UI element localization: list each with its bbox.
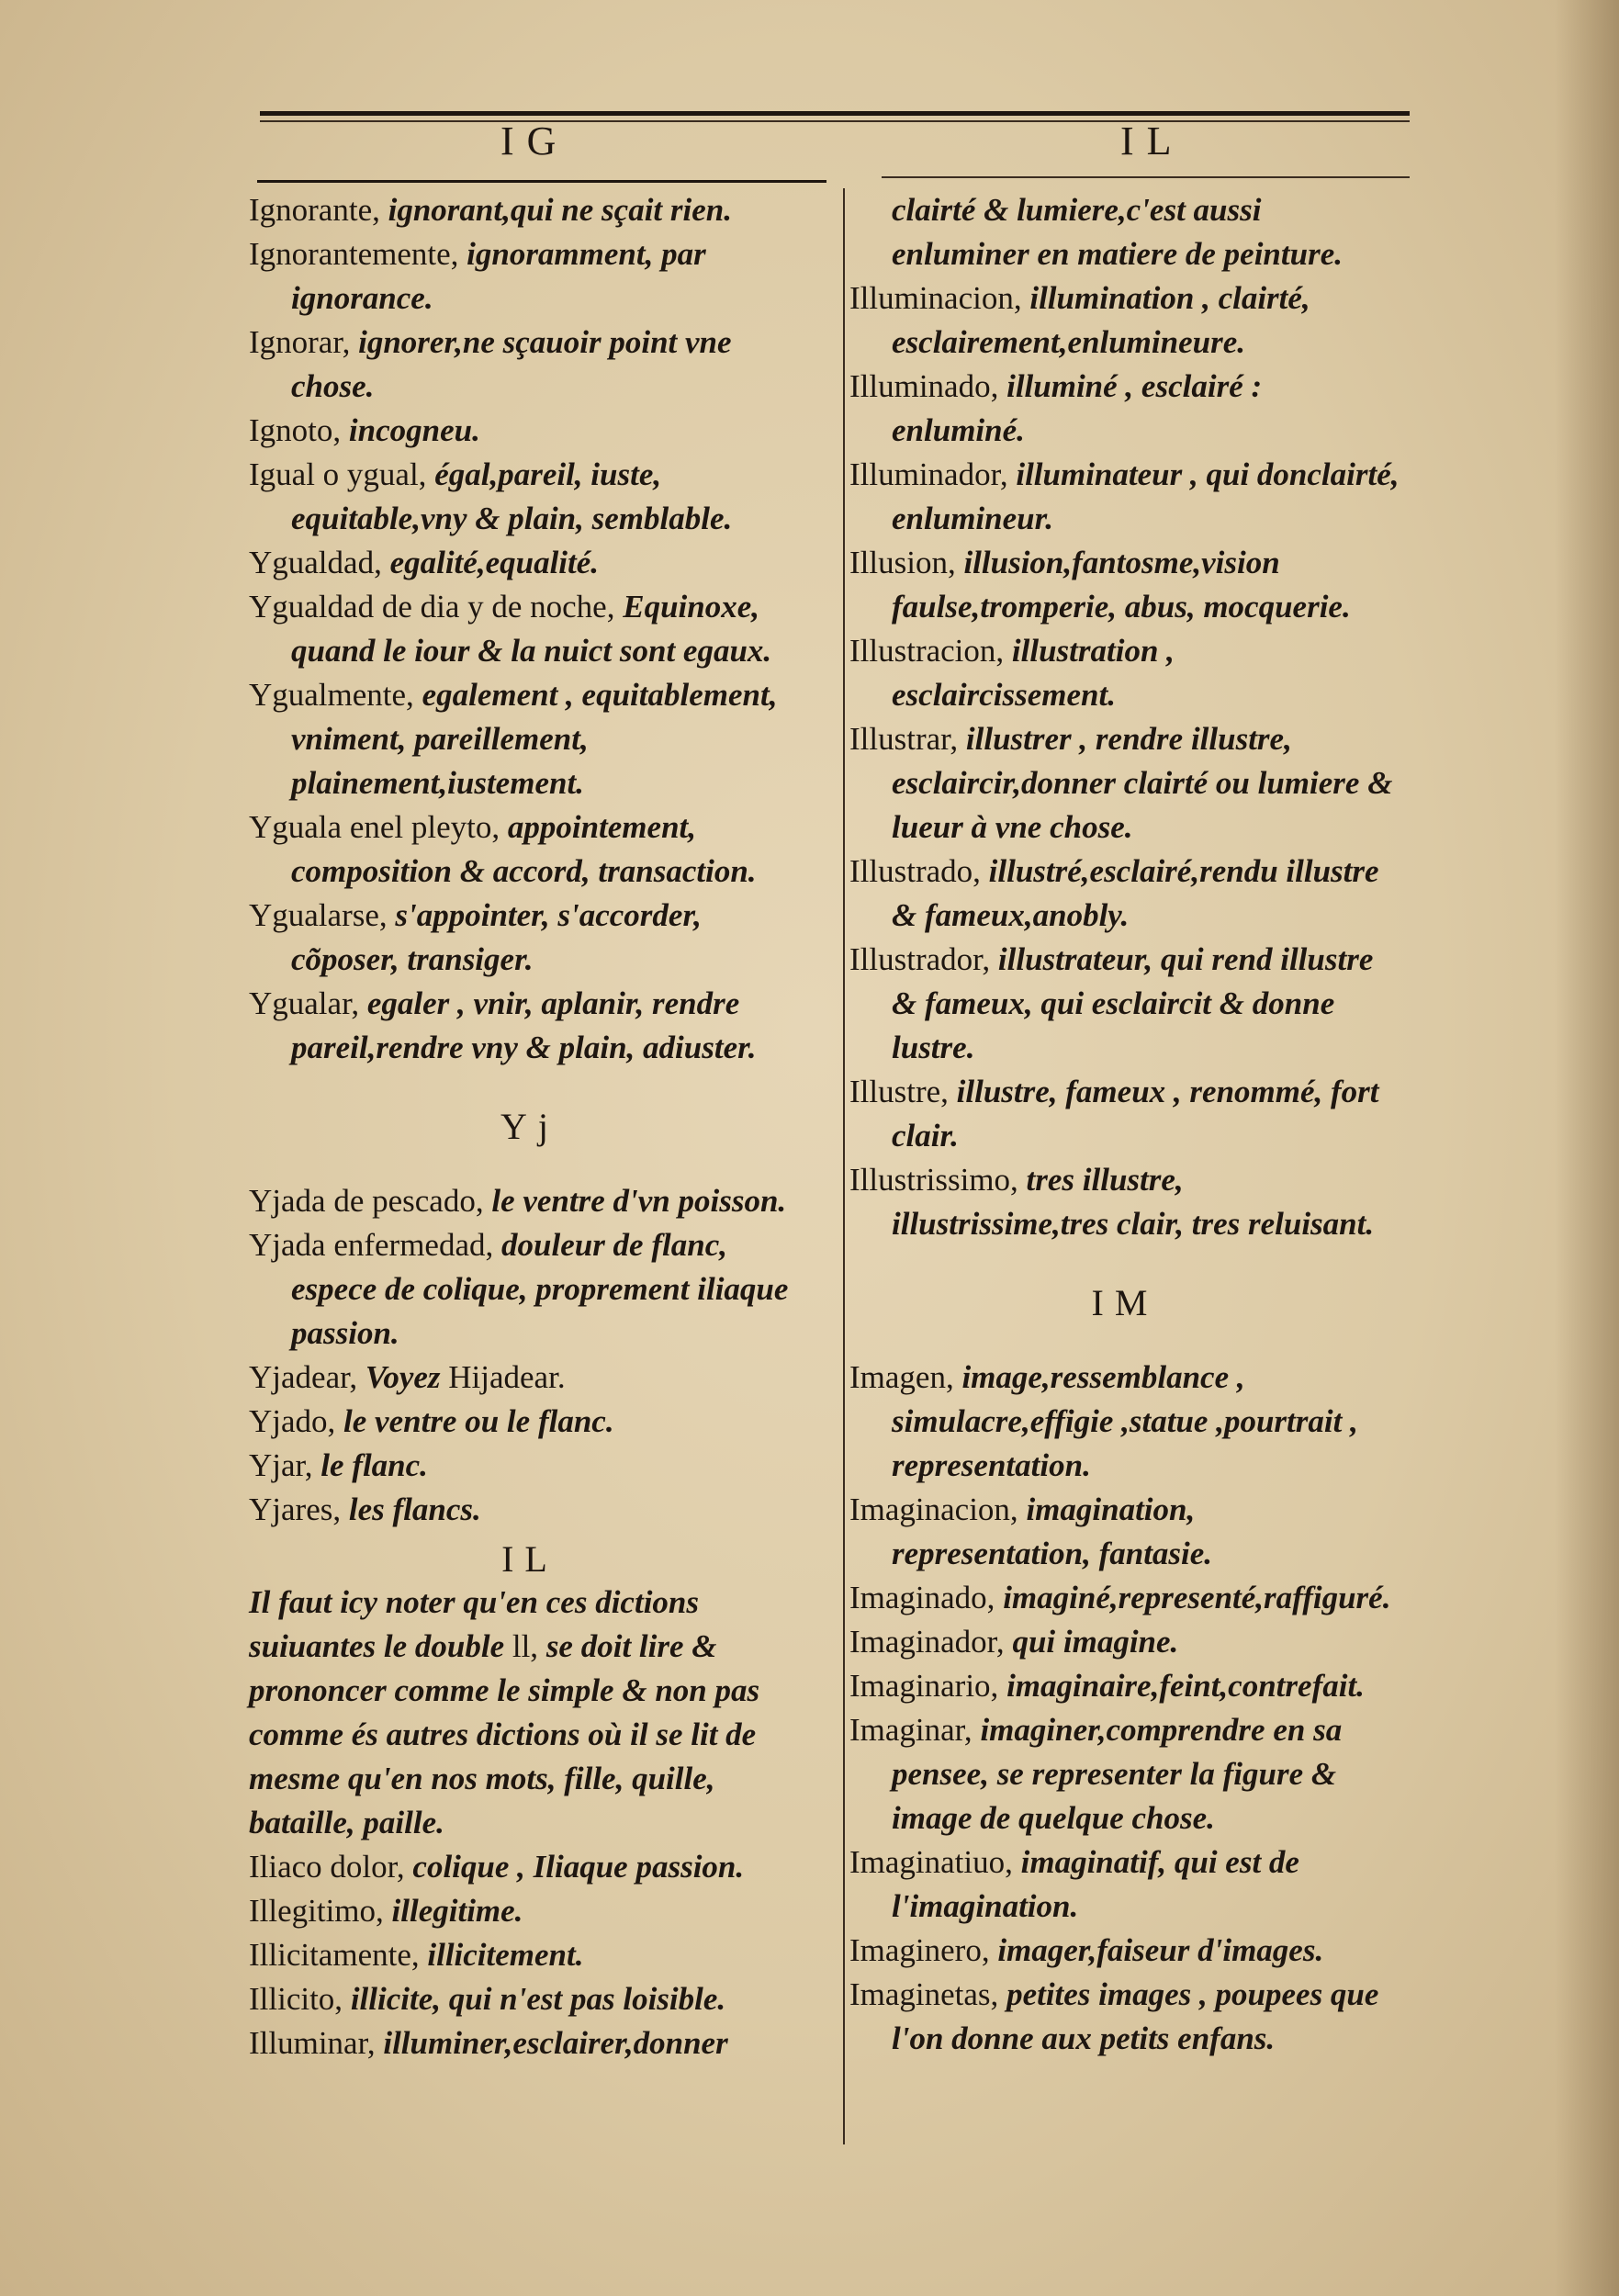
definition: incogneu. [348, 412, 480, 448]
header-underline-left [257, 180, 826, 183]
headword: Imaginacion, [849, 1491, 1018, 1527]
definition: les flancs. [348, 1491, 481, 1527]
entry-list [849, 1356, 1400, 2061]
headword: Imaginetas, [849, 1976, 999, 2012]
dictionary-entry [849, 717, 1400, 850]
entry-list [249, 1845, 811, 2065]
headword: Ignorante, [249, 192, 380, 228]
headword: Illicitamente, [249, 1937, 420, 1973]
definition: ignoramment, par ignorance. [291, 236, 706, 316]
definition: imagination, representation, fantasie. [892, 1491, 1213, 1571]
definition: Equinoxe, quand le iour & la nuict sont egaux. [291, 589, 772, 669]
entry-list [249, 188, 811, 1070]
definition: douleur de flanc, espece de colique, proprement iliaque passion. [291, 1227, 789, 1351]
dictionary-entry [249, 1488, 811, 1532]
note-double-l: ll, [512, 1628, 539, 1664]
headword: Yjadear, [249, 1359, 358, 1395]
headword: Imaginador, [849, 1624, 1005, 1660]
column-divider [843, 188, 845, 2144]
header-underline-right [882, 176, 1410, 178]
headword: Yjar, [249, 1447, 313, 1483]
headword: Illuminado, [849, 368, 999, 404]
dictionary-entry [249, 805, 811, 894]
dictionary-entry [249, 1223, 811, 1356]
headword: Illustre, [849, 1074, 949, 1109]
headword: Illuminador, [849, 456, 1008, 492]
dictionary-entry [849, 1664, 1400, 1708]
dictionary-entry [249, 232, 811, 321]
running-head-right: IL [1120, 118, 1185, 163]
dictionary-entry [249, 321, 811, 409]
headword: Yjada enfermedad, [249, 1227, 494, 1263]
headword: Yjares, [249, 1491, 342, 1527]
dictionary-entry [249, 188, 811, 232]
headword: Ygualarse, [249, 897, 388, 933]
definition: ignorer,ne sçauoir point vne chose. [291, 324, 732, 404]
running-head-left: IG [500, 118, 569, 163]
headword: Illustrar, [849, 721, 959, 757]
headword: Ignoto, [249, 412, 342, 448]
definition: illegitime. [391, 1893, 523, 1929]
header-rule-thin [260, 120, 1410, 122]
definition: le ventre ou le flanc. [343, 1403, 614, 1439]
headword: Imaginatiuo, [849, 1844, 1013, 1880]
definition: illuminateur , qui donclairté, enlumineur. [892, 456, 1400, 536]
entry-continuation: clairté & lumiere,c'est aussi enluminer en matiere de peinture. [892, 192, 1343, 272]
definition: imaginaire,feint,contrefait. [1006, 1668, 1365, 1704]
dictionary-entry [849, 1620, 1400, 1664]
dictionary-entry [849, 1708, 1400, 1840]
dictionary-entry [249, 585, 811, 673]
dictionary-entry [849, 850, 1400, 938]
definition: le ventre d'vn poisson. [491, 1183, 787, 1219]
dictionary-entry [249, 982, 811, 1070]
dictionary-entry [849, 1356, 1400, 1488]
dictionary-entry [249, 541, 811, 585]
dictionary-entry [849, 1840, 1400, 1929]
headword: Illicito, [249, 1981, 343, 2017]
headword: Igual o ygual, [249, 456, 427, 492]
dictionary-entry [849, 541, 1400, 629]
dictionary-entry [249, 1889, 811, 1933]
section-heading-yj: Yj [500, 1106, 559, 1147]
left-column [249, 188, 811, 2065]
dictionary-entry [249, 673, 811, 805]
definition: tres illustre, illustrissime,tres clair, tres reluisant. [892, 1162, 1375, 1242]
dictionary-entry [849, 276, 1400, 365]
note-text: se doit lire & prononcer comme le simple & non pas comme és autres dictions où il se lit de mesme qu'en nos mots, fille, quille, bataille, paille. [249, 1628, 760, 1840]
headword: Ygualdad, [249, 545, 382, 580]
headword: Ignorantemente, [249, 236, 459, 272]
headword: Illegitimo, [249, 1893, 384, 1929]
dictionary-entry [849, 1488, 1400, 1576]
dictionary-entry [249, 2021, 811, 2065]
definition: illustration , esclaircissement. [892, 633, 1175, 713]
right-column [849, 188, 1400, 2061]
dictionary-entry [849, 1973, 1400, 2061]
headword: Illustrado, [849, 853, 981, 889]
definition: illicite, qui n'est pas loisible. [350, 1981, 726, 2017]
headword: Yguala enel pleyto, [249, 809, 500, 845]
headword: Illuminacion, [849, 280, 1022, 316]
definition: illustre, fameux , renommé, fort clair. [892, 1074, 1379, 1154]
headword: Illuminar, [249, 2025, 376, 2061]
dictionary-entry [249, 1444, 811, 1488]
cross-reference: Hijadear. [440, 1359, 566, 1395]
headword: Yjada de pescado, [249, 1183, 484, 1219]
dictionary-entry [849, 1070, 1400, 1158]
definition: image,ressemblance , simulacre,effigie ,statue ,pourtrait , representation. [892, 1359, 1358, 1483]
definition: Voyez [365, 1359, 441, 1395]
definition: ignorant,qui ne sçait rien. [388, 192, 732, 228]
dictionary-entry [849, 365, 1400, 453]
page-edge-shadow [1555, 0, 1619, 2296]
headword: Iliaco dolor, [249, 1849, 405, 1885]
definition: imager,faiseur d'images. [997, 1932, 1324, 1968]
definition: imaginatif, qui est de l'imagination. [892, 1844, 1299, 1924]
definition: illumination , clairté, esclairement,enlumineure. [892, 280, 1310, 360]
entry-list [849, 276, 1400, 1246]
dictionary-entry [849, 938, 1400, 1070]
headword: Yjado, [249, 1403, 336, 1439]
dictionary-entry [249, 1179, 811, 1223]
dictionary-entry [849, 629, 1400, 717]
definition: illuminer,esclairer,donner [383, 2025, 728, 2061]
definition: illustré,esclairé,rendu illustre & fameux,anobly. [892, 853, 1379, 933]
dictionary-entry [249, 1356, 811, 1400]
definition: colique , Iliaque passion. [412, 1849, 745, 1885]
dictionary-entry [849, 1576, 1400, 1620]
entry-list [249, 1179, 811, 1532]
definition: egalité,equalité. [389, 545, 600, 580]
headword: Imaginero, [849, 1932, 990, 1968]
headword: Ignorar, [249, 324, 351, 360]
definition: égal,pareil, iuste, equitable,vny & plain, semblable. [291, 456, 733, 536]
dictionary-entry [249, 409, 811, 453]
dictionary-entry [249, 1977, 811, 2021]
headword: Imaginado, [849, 1580, 995, 1615]
definition: petites images , poupees que l'on donne aux petits enfans. [892, 1976, 1379, 2056]
editorial-note [249, 1581, 811, 1845]
headword: Illusion, [849, 545, 956, 580]
dictionary-entry [249, 1933, 811, 1977]
definition: egalement , equitablement, vniment, pareillement, plainement,iustement. [291, 677, 778, 801]
section-heading-il: IL [501, 1538, 558, 1580]
definition: illusion,fantosme,vision faulse,tromperie, abus, mocquerie. [892, 545, 1351, 625]
headword: Imaginario, [849, 1668, 999, 1704]
definition: imaginer,comprendre en sa pensee, se representer la figure & image de quelque chose. [892, 1712, 1343, 1836]
definition: egaler , vnir, aplanir, rendre pareil,rendre vny & plain, adiuster. [291, 985, 757, 1065]
definition: imaginé,representé,raffiguré. [1003, 1580, 1391, 1615]
headword: Ygualar, [249, 985, 360, 1021]
note-text: Il faut icy noter qu'en ces dictions suiuantes le double [249, 1584, 699, 1664]
headword: Illustrador, [849, 941, 991, 977]
dictionary-entry [849, 453, 1400, 541]
headword: Ygualmente, [249, 677, 414, 713]
headword: Illustracion, [849, 633, 1005, 669]
definition: illustrateur, qui rend illustre & fameux, qui esclaircit & donne lustre. [892, 941, 1374, 1065]
dictionary-entry [849, 1158, 1400, 1246]
definition: le flanc. [320, 1447, 428, 1483]
definition: s'appointer, s'accorder, cõposer, transiger. [291, 897, 702, 977]
dictionary-entry [249, 1400, 811, 1444]
headword: Illustrissimo, [849, 1162, 1018, 1198]
dictionary-entry [249, 453, 811, 541]
headword: Imagen, [849, 1359, 954, 1395]
definition: qui imagine. [1012, 1624, 1179, 1660]
definition: appointement, composition & accord, transaction. [291, 809, 757, 889]
definition: illuminé , esclairé : enluminé. [892, 368, 1263, 448]
dictionary-entry [249, 1845, 811, 1889]
section-heading-im: IM [1091, 1282, 1159, 1323]
header-rule [260, 111, 1410, 116]
headword: Ygualdad de dia y de noche, [249, 589, 615, 625]
headword: Imaginar, [849, 1712, 973, 1748]
definition: illustrer , rendre illustre, esclaircir,donner clairté ou lumiere & lueur à vne chose. [892, 721, 1393, 845]
dictionary-entry [849, 1929, 1400, 1973]
dictionary-entry [249, 894, 811, 982]
definition: illicitement. [427, 1937, 584, 1973]
